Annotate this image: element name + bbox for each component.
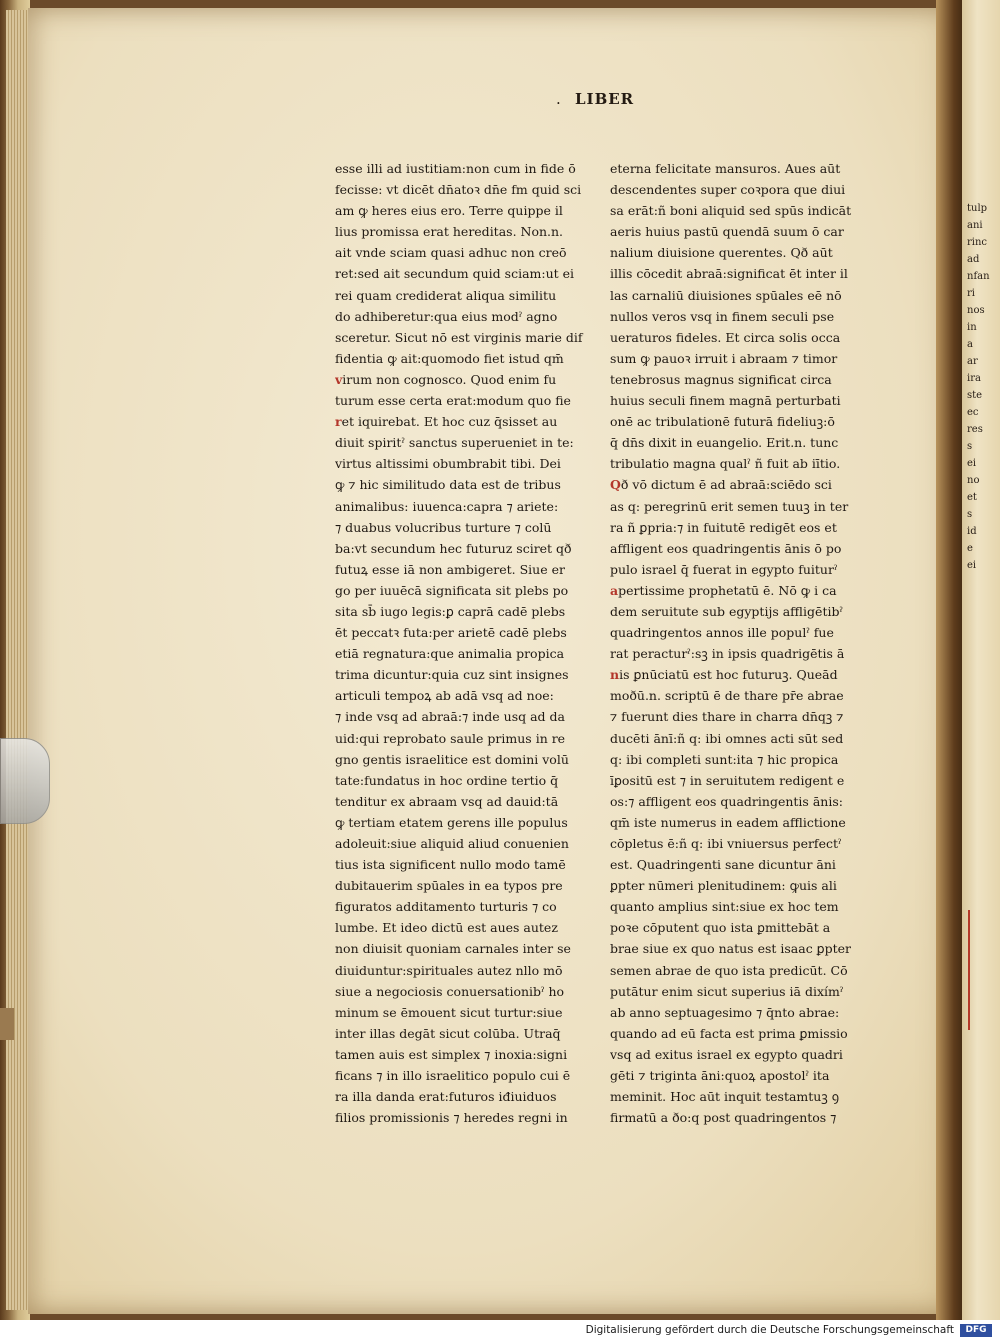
text-line: diuit spiritˀ sanctus superueniet in te:: [335, 435, 574, 451]
text-line: ra ñ ꝑpria:⁊ in fuitutē redigēt eos et: [610, 519, 837, 535]
rubricated-initial: n: [610, 667, 620, 683]
text-line: eterna felicitate mansuros. Aues aūt: [610, 161, 841, 176]
text-line: articuli tempoꝝ ab adā vsq ad noe:: [335, 688, 554, 704]
text-line: as q: peregrinū erit semen tuuꝫ in ter: [610, 498, 849, 514]
text-line: cōpletus ē:ñ q: ibi vniuersus perfectˀ: [610, 836, 842, 851]
text-line: tribulatio magna qualˀ ñ fuit ab iītio.: [610, 456, 841, 472]
text-line: virtus altissimi obumbrabit tibi. Dei: [335, 456, 561, 472]
text-line: tate:fundatus in hoc ordine tertio q̄: [335, 772, 559, 788]
text-line: pulo israel q̄ fuerat in egypto fuiturˀ: [610, 561, 838, 577]
text-line: non diuisit quoniam carnales inter se: [335, 941, 571, 957]
text-line: filios promissionis ⁊ heredes regni in: [335, 1110, 568, 1126]
text-line: semen abrae de quo ista predicūt. Cō: [610, 962, 848, 978]
text-line: ducēti ānī:ñ q: ibi omnes acti sūt sed: [610, 730, 844, 746]
text-line: sum ꝙ pauoꝛ irruit i abraam ⁊ timor: [610, 350, 838, 366]
text-line: ab anno septuagesimo ⁊ q̄nto abrae:: [610, 1004, 840, 1020]
text-line: ba:vt secundum hec futuruz sciret qð: [335, 540, 572, 556]
text-line: descendentes super coꝛpora que diui: [610, 182, 846, 198]
text-line: os:⁊ affligent eos quadringentis ānis:: [610, 793, 843, 809]
text-line: go per iuuēcā significata sit plebs po: [335, 582, 569, 598]
text-line: dubitauerim spūales in ea typos pre: [335, 878, 563, 894]
text-line: quadringentos annos ille populˀ fue: [610, 625, 834, 641]
text-line: dem seruitute sub egyptijs affligētibˀ: [610, 603, 843, 619]
text-line: affligent eos quadringentis ānis ō po: [610, 540, 842, 556]
text-line: rat peracturˀ:sꝫ in ipsis quadrigētis ā: [610, 646, 845, 662]
text-line: ēt peccatꝛ futa:per arietē cadē plebs: [335, 625, 567, 641]
text-line: onē ac tribulationē futurā fideliuꝫ:ō: [610, 414, 835, 430]
text-line: ⁊ inde vsq ad abraā:⁊ inde usq ad da: [335, 709, 565, 725]
page-tab: [0, 1008, 14, 1040]
text-line: q̄ dn̄s dixit in euangelio. Erit.n. tunc: [610, 435, 839, 451]
running-head: LIBER: [575, 90, 635, 108]
text-line: nalium diuisione querentes. Qð aūt: [610, 245, 833, 261]
text-line: tenebrosus magnus significat circa: [610, 371, 832, 387]
text-line: animalibus: iuuenca:capra ⁊ ariete:: [335, 498, 559, 514]
text-line: gno gentis israelitice est domini volū: [335, 751, 569, 767]
text-line: quanto amplius sint:siue ex hoc tem: [610, 899, 839, 915]
rubricated-initial: Q: [610, 477, 621, 493]
text-line: ⁊ duabus volucribus turture ⁊ colū: [335, 519, 552, 535]
text-line: figuratos additamento turturis ⁊ co: [335, 899, 557, 915]
text-line: ficans ⁊ in illo israelitico populo cui ē: [335, 1068, 571, 1084]
text-line: ret:sed ait secundum quid sciam:ut ei: [335, 266, 575, 282]
text-line: inter illas degāt sicut colūba. Utraq̄: [335, 1025, 561, 1041]
text-line: īꝑositū est ⁊ in seruitutem redigent e: [610, 772, 845, 788]
text-line: ra illa danda erat:futuros iđiuiduos: [335, 1089, 557, 1105]
text-column-right: [610, 158, 860, 1128]
text-line: turum esse certa erat:modum quo fie: [335, 393, 571, 409]
text-line: las carnaliū diuisiones spūales eē nō: [610, 287, 842, 303]
text-line: meminit. Hoc aūt inquit testamtuꝫ ꝯ: [610, 1089, 840, 1105]
text-line: do adhiberetur:qua eius modˀ agno: [335, 308, 558, 324]
text-line: nis ꝑnūciatū est hoc futuruꝫ. Queād: [610, 667, 838, 683]
text-line: minum se ēmouent sicut turtur:siue: [335, 1004, 563, 1020]
text-line: lumbe. Et ideo dictū est aues autez: [335, 920, 558, 936]
text-line: am ꝙ heres eius ero. Terre quippe il: [335, 203, 563, 219]
facing-page-text: tulp ani rinc ad nfan ri nos in a ar ira ste ec res s ei no et s id e ei: [967, 203, 990, 571]
text-column-left: [335, 158, 585, 1128]
text-line: sceretur. Sicut nō est virginis marie dif: [335, 329, 583, 345]
page-stack: [6, 10, 30, 1310]
rubricated-initial: a: [610, 582, 619, 598]
text-line: fecisse: vt dicēt dn̄atoꝛ dn̄e fm quid sci: [335, 182, 582, 198]
rubricated-initial: r: [335, 414, 342, 430]
funding-credit: Digitalisierung gefördert durch die Deutsche Forschungsgemeinschaft: [585, 1324, 954, 1336]
text-line: futuꝝ esse iā non ambigeret. Siue er: [335, 561, 565, 577]
text-line: putātur enim sicut superius iā dixímˀ: [610, 983, 844, 999]
text-line: ꝙ ⁊ hic similitudo data est de tribus: [335, 477, 561, 493]
facing-page: [962, 0, 1000, 1320]
text-line: firmatū a ðo:q post quadringentos ⁊: [610, 1110, 837, 1126]
text-line: aeris huius pastū quendā suum ō car: [610, 224, 844, 240]
rubricated-initial: v: [335, 371, 343, 387]
text-line: ꝑpter nūmeri plenitudinem: ꝙuis ali: [610, 878, 837, 894]
text-line: apertissime prophetatū ē. Nō ꝙ i ca: [610, 582, 837, 598]
text-line: est. Quadringenti sane dicuntur āni: [610, 857, 836, 873]
text-line: gēti ⁊ triginta āni:quoꝝ apostolˀ ita: [610, 1068, 830, 1084]
dfg-logo: DFG: [960, 1324, 992, 1337]
text-line: ꝙ tertiam etatem gerens ille populus: [335, 814, 568, 830]
text-line: lius promissa erat hereditas. Non.n.: [335, 224, 564, 240]
text-line: nullos veros vsq in finem seculi pse: [610, 308, 835, 324]
text-line: virum non cognosco. Quod enim fu: [335, 371, 557, 387]
text-line: rei quam crediderat aliqua similitu: [335, 287, 557, 303]
text-line: huius seculi finem magnā perturbati: [610, 393, 841, 409]
text-line: ait vnde sciam quasi adhuc non creō: [335, 245, 567, 261]
text-line: vsq ad exitus israel ex egypto quadri: [610, 1046, 843, 1062]
text-line: tius ista significent nullo modo tamē: [335, 857, 566, 873]
text-line: poꝛe cōputent quo ista ꝑmittebāt a: [610, 920, 831, 936]
text-line: etiā regnatura:que animalia propica: [335, 646, 565, 662]
text-line: ⁊ fuerunt dies thare in charra dn̄qꝫ ⁊: [610, 709, 844, 725]
text-line: brae siue ex quo natus est isaac ꝑpter: [610, 941, 852, 957]
text-line: uid:qui reprobato saule primus in re: [335, 730, 566, 746]
text-line: esse illi ad iustitiam:non cum in fide ō: [335, 161, 576, 176]
text-line: q: ibi completi sunt:ita ⁊ hic propica: [610, 751, 839, 767]
text-line: siue a negociosis conuersationibˀ ho: [335, 983, 565, 999]
text-line: sa erāt:ñ boni aliquid sed spūs indicāt: [610, 203, 852, 219]
text-line: qm̄ iste numerus in eadem afflictione: [610, 814, 846, 830]
text-line: quando ad eū facta est prima ꝑmissio: [610, 1025, 848, 1041]
text-line: adoleuit:siue aliquid aliud conuenien: [335, 836, 569, 851]
text-line: trima dicuntur:quia cuz sint insignes: [335, 667, 569, 683]
text-line: tenditur ex abraam vsq ad dauid:tā: [335, 793, 559, 809]
text-line: moðū.n. scriptū ē de thare pr̄e abrae: [610, 688, 844, 704]
facing-page-red-marking: [968, 910, 998, 1030]
page-clip: [0, 738, 50, 824]
text-line: Qð vō dictum ē ad abraā:sciēdo sci: [610, 477, 832, 493]
text-line: ueraturos fideles. Et circa solis occa: [610, 329, 841, 345]
text-line: ret iquirebat. Et hoc cuz q̄sisset au: [335, 414, 558, 430]
text-line: tamen auis est simplex ⁊ inoxia:signi: [335, 1046, 568, 1062]
text-line: diuiduntur:spirituales autez nllo mō: [335, 962, 563, 978]
text-line: illis cōcedit abraā:significat ēt inter il: [610, 266, 848, 282]
text-line: sita sb̄ iugo legis:ꝑ caprā cadē plebs: [335, 603, 566, 619]
text-line: fidentia ꝙ ait:quomodo fiet istud qm̄: [335, 350, 564, 366]
running-head-dot: .: [556, 90, 561, 108]
